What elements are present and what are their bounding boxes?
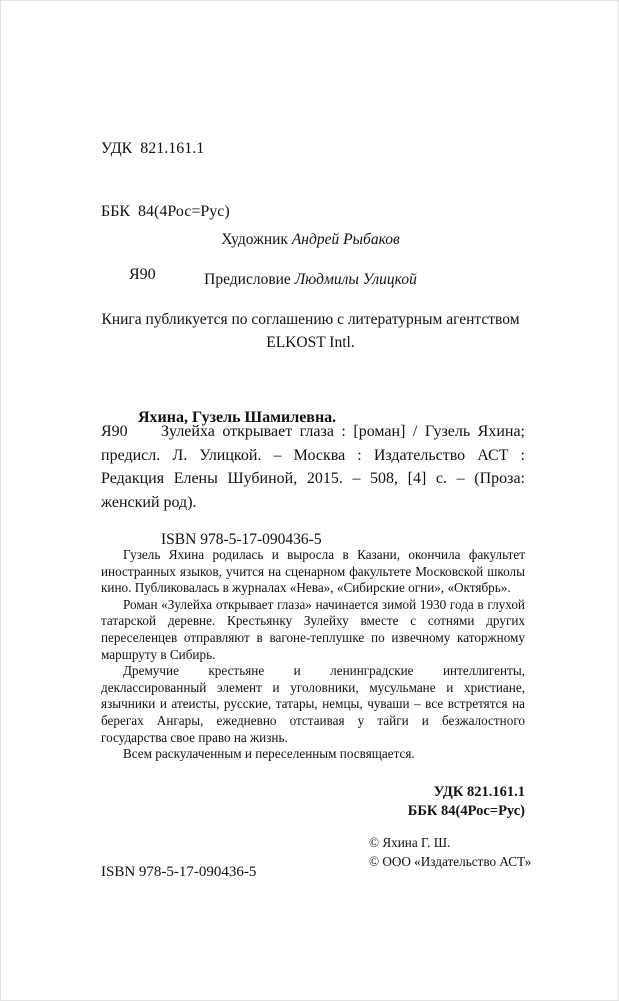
agreement-line-2: ELKOST Intl. <box>266 334 355 351</box>
bbk-code-top: ББК 84(4Рос=Рус) <box>101 203 230 220</box>
copyright-author: © Яхина Г. Ш. <box>369 835 451 850</box>
bbk-code-bottom: ББК 84(4Рос=Рус) <box>407 803 525 819</box>
annotation-paragraph-2: Роман «Зулейха открывает глаза» начинается зимой 1930 года в глухой татарской деревне. Крестьянку Зулейху вместе с сотнями других переселенцев отправляют в вагоне-теплушке по извечному каторжному маршруту в Сибирь. <box>101 596 525 662</box>
isbn-footer: ISBN 978-5-17-090436-5 <box>101 864 257 880</box>
annotation-paragraph-3: Дремучие крестьяне и ленинградские интеллигенты, деклассированный элемент и уголовники, мусульмане и христиане, язычники и атеисты, русские, татары, немцы, чуваши – все встретятся на берегах Ангары, ежедневно отстаивая у тайги и безжалостного государства свое право на жизнь. <box>101 663 525 745</box>
catalog-entry-block <box>101 420 525 514</box>
preface-credit <box>1 271 619 289</box>
top-bibliographic-codes <box>101 96 230 327</box>
copyright-publisher: © ООО «Издательство АСТ» <box>369 854 532 869</box>
udk-code-top: УДК 821.161.1 <box>101 140 205 157</box>
bottom-bibliographic-codes <box>101 783 525 821</box>
copyright-block <box>369 833 531 871</box>
catalog-author-heading: Яхина, Гузель Шамилевна. <box>138 409 337 426</box>
udk-code-bottom: УДК 821.161.1 <box>433 784 525 800</box>
annotation-paragraph-1: Гузель Яхина родилась и выросла в Казани, окончила факультет иностранных языков, учится на сценарном факультете Московской школы кино. Публиковалась в журналах «Нева», «Сибирские огни», «Октябрь». <box>101 547 525 596</box>
author-sign-code-top: Я90 <box>129 266 156 283</box>
preface-credit-label: Предисловие <box>204 271 295 288</box>
author-sign-code-margin: Я90 <box>101 423 128 440</box>
publication-agreement <box>1 308 619 354</box>
artist-credit <box>1 231 619 249</box>
artist-credit-label: Художник <box>221 231 292 248</box>
annotation-block <box>101 547 525 763</box>
artist-credit-name: Андрей Рыбаков <box>291 231 400 248</box>
dedication-line: Всем раскулаченным и переселенным посвящается. <box>123 746 415 762</box>
agreement-line-1: Книга публикуется по соглашению с литературным агентством <box>101 311 520 328</box>
catalog-description: Зулейха открывает глаза : [роман] / Гузель Яхина; предисл. Л. Улицкой. – Москва : Издательство АСТ : Редакция Елены Шубиной, 2015. – 508, [4] с. – (Проза: женский род). <box>101 423 525 511</box>
preface-credit-name: Людмилы Улицкой <box>294 271 417 288</box>
isbn-main: ISBN 978-5-17-090436-5 <box>161 530 322 548</box>
